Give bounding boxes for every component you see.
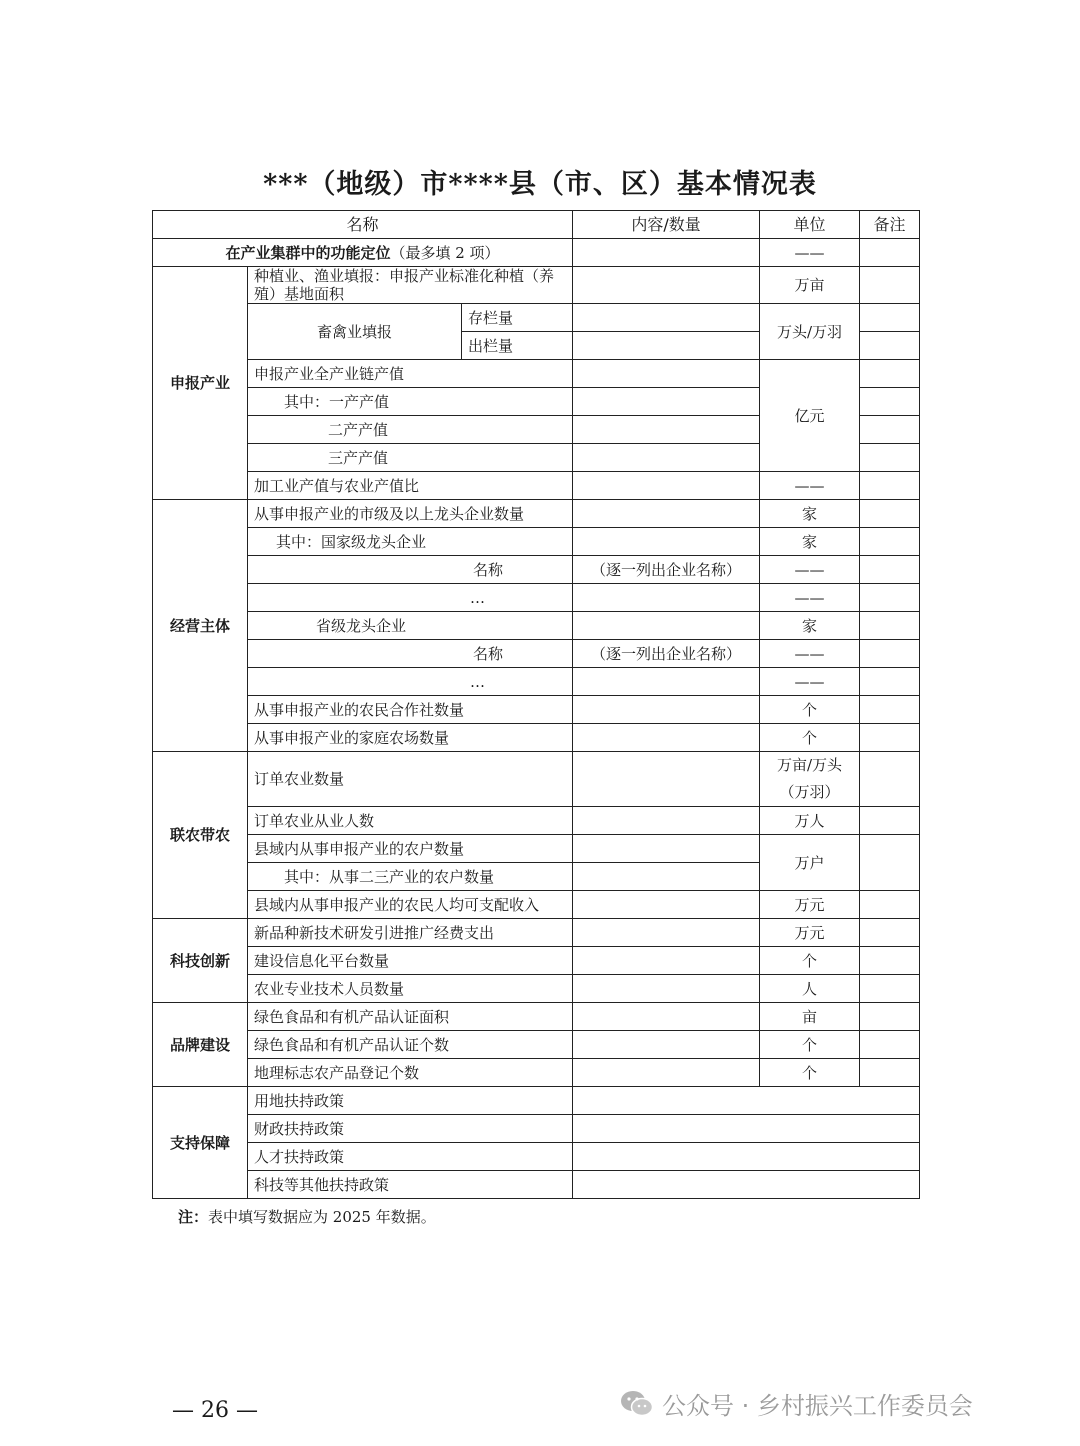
table-row — [153, 640, 920, 668]
section-label: 联农带农 — [153, 752, 248, 919]
remark-cell[interactable] — [860, 668, 920, 696]
content-cell[interactable]: （逐一列出企业名称） — [573, 556, 760, 584]
table-row — [153, 975, 920, 1003]
content-cell[interactable] — [573, 1143, 920, 1171]
remark-cell[interactable] — [860, 472, 920, 500]
table-row — [153, 1031, 920, 1059]
table-row — [153, 1059, 920, 1087]
header-remark: 备注 — [860, 211, 920, 239]
row-name: 用地扶持政策 — [248, 1087, 573, 1115]
content-cell[interactable] — [573, 332, 760, 360]
content-cell[interactable] — [573, 1115, 920, 1143]
row-name: 种植业、渔业填报：申报产业标准化种植（养殖）基地面积 — [248, 267, 573, 304]
unit-cell: —— — [760, 668, 860, 696]
remark-cell[interactable] — [860, 1031, 920, 1059]
table-row — [153, 1143, 920, 1171]
content-cell[interactable] — [573, 472, 760, 500]
remark-cell[interactable] — [860, 612, 920, 640]
remark-cell[interactable] — [860, 528, 920, 556]
content-cell[interactable] — [573, 360, 760, 388]
footnote-label: 注： — [178, 1208, 209, 1226]
remark-cell[interactable] — [860, 752, 920, 807]
basic-info-table — [152, 210, 920, 1199]
remark-cell[interactable] — [860, 975, 920, 1003]
row-name: 县域内从事申报产业的农民人均可支配收入 — [248, 891, 573, 919]
remark-cell[interactable] — [860, 332, 920, 360]
remark-cell[interactable] — [860, 696, 920, 724]
table-row — [153, 556, 920, 584]
table-row — [153, 612, 920, 640]
section-label: 经营主体 — [153, 500, 248, 752]
remark-cell[interactable] — [860, 919, 920, 947]
content-cell[interactable] — [573, 975, 760, 1003]
unit-cell: —— — [760, 239, 860, 267]
remark-cell[interactable] — [860, 388, 920, 416]
watermark-text: 公众号 · 乡村振兴工作委员会 — [662, 1392, 973, 1420]
content-cell[interactable] — [573, 947, 760, 975]
row-name: 其中：国家级龙头企业 — [248, 528, 573, 556]
row-name: 畜禽业填报 — [248, 304, 462, 360]
content-cell[interactable] — [573, 388, 760, 416]
table-row — [153, 752, 920, 807]
unit-cell: 万亩 — [760, 267, 860, 304]
unit-cell: —— — [760, 584, 860, 612]
table-row — [153, 668, 920, 696]
content-cell[interactable] — [573, 919, 760, 947]
content-cell[interactable] — [573, 696, 760, 724]
positioning-label: 在产业集群中的功能定位 — [225, 243, 391, 262]
unit-cell: 万头/万羽 — [760, 304, 860, 360]
header-name: 名称 — [153, 211, 573, 239]
unit-cell: —— — [760, 640, 860, 668]
content-cell[interactable] — [573, 584, 760, 612]
section-label: 申报产业 — [153, 267, 248, 500]
row-subname: 存栏量 — [462, 304, 573, 332]
page-title: ***（地级）市****县（市、区）基本情况表 — [263, 169, 817, 200]
row-name: 订单农业数量 — [248, 752, 573, 807]
table-row — [153, 528, 920, 556]
row-name: 名称 — [248, 640, 573, 668]
remark-cell[interactable] — [860, 891, 920, 919]
content-cell[interactable] — [573, 612, 760, 640]
content-cell[interactable] — [573, 724, 760, 752]
row-name: 新品种新技术研发引进推广经费支出 — [248, 919, 573, 947]
remark-cell[interactable] — [860, 444, 920, 472]
table-row — [153, 584, 920, 612]
header-unit: 单位 — [760, 211, 860, 239]
table-row — [153, 947, 920, 975]
remark-cell[interactable] — [860, 947, 920, 975]
header-content: 内容/数量 — [573, 211, 760, 239]
row-name: … — [248, 668, 573, 696]
content-cell[interactable] — [573, 239, 760, 267]
content-cell[interactable] — [573, 1087, 920, 1115]
unit-cell: 个 — [760, 947, 860, 975]
table-row — [153, 835, 920, 863]
remark-cell[interactable] — [860, 304, 920, 332]
row-subname: 出栏量 — [462, 332, 573, 360]
row-name: 其中：一产产值 — [248, 388, 573, 416]
content-cell[interactable]: （逐一列出企业名称） — [573, 640, 760, 668]
watermark — [620, 1386, 973, 1421]
table-row — [153, 360, 920, 388]
content-cell[interactable] — [573, 1003, 760, 1031]
content-cell[interactable] — [573, 1059, 760, 1087]
row-name: 订单农业从业人数 — [248, 807, 573, 835]
table-row — [153, 239, 920, 267]
remark-cell[interactable] — [860, 640, 920, 668]
unit-cell: 亩 — [760, 1003, 860, 1031]
unit-cell: 万户 — [760, 835, 860, 891]
section-label: 支持保障 — [153, 1087, 248, 1199]
footnote-text: 表中填写数据应为 2025 年数据。 — [208, 1208, 436, 1226]
row-name: 从事申报产业的市级及以上龙头企业数量 — [248, 500, 573, 528]
table-row — [153, 267, 920, 304]
table-row — [153, 1003, 920, 1031]
content-cell[interactable] — [573, 807, 760, 835]
table-row — [153, 919, 920, 947]
unit-cell: 万元 — [760, 891, 860, 919]
content-cell[interactable] — [573, 444, 760, 472]
table-header-row — [153, 211, 920, 239]
unit-cell: —— — [760, 472, 860, 500]
unit-cell: 个 — [760, 696, 860, 724]
content-cell[interactable] — [573, 863, 760, 891]
positioning-hint: （最多填 2 项） — [390, 243, 500, 262]
remark-cell[interactable] — [860, 724, 920, 752]
remark-cell[interactable] — [860, 500, 920, 528]
table-row — [153, 500, 920, 528]
table-row — [153, 696, 920, 724]
row-name: 财政扶持政策 — [248, 1115, 573, 1143]
remark-cell[interactable] — [860, 807, 920, 835]
row-name: 农业专业技术人员数量 — [248, 975, 573, 1003]
row-name: … — [248, 584, 573, 612]
wechat-icon — [620, 1389, 654, 1419]
unit-cell: 亿元 — [760, 360, 860, 472]
content-cell[interactable] — [573, 891, 760, 919]
remark-cell[interactable] — [860, 1059, 920, 1087]
remark-cell[interactable] — [860, 239, 920, 267]
remark-cell[interactable] — [860, 1003, 920, 1031]
content-cell[interactable] — [573, 500, 760, 528]
row-name: 从事申报产业的农民合作社数量 — [248, 696, 573, 724]
remark-cell[interactable] — [860, 267, 920, 304]
table-row — [153, 472, 920, 500]
footnote — [178, 1206, 436, 1227]
page-number: — 26 — — [172, 1398, 258, 1423]
section-label: 品牌建设 — [153, 1003, 248, 1087]
row-name: 名称 — [248, 556, 573, 584]
unit-cell: 家 — [760, 500, 860, 528]
table-row — [153, 304, 920, 332]
row-name: 科技等其他扶持政策 — [248, 1171, 573, 1199]
unit-cell: 个 — [760, 1059, 860, 1087]
content-cell[interactable] — [573, 1171, 920, 1199]
remark-cell[interactable] — [860, 416, 920, 444]
row-name: 申报产业全产业链产值 — [248, 360, 573, 388]
remark-cell[interactable] — [860, 556, 920, 584]
row-name: 三产产值 — [248, 444, 573, 472]
remark-cell[interactable] — [860, 360, 920, 388]
remark-cell[interactable] — [860, 835, 920, 891]
row-name: 地理标志农产品登记个数 — [248, 1059, 573, 1087]
row-name: 绿色食品和有机产品认证个数 — [248, 1031, 573, 1059]
content-cell[interactable] — [573, 752, 760, 807]
unit-cell: 人 — [760, 975, 860, 1003]
row-name: 人才扶持政策 — [248, 1143, 573, 1171]
row-name: 省级龙头企业 — [248, 612, 573, 640]
content-cell[interactable] — [573, 304, 760, 332]
content-cell[interactable] — [573, 668, 760, 696]
positioning-cell — [153, 239, 573, 267]
section-label: 科技创新 — [153, 919, 248, 1003]
content-cell[interactable] — [573, 528, 760, 556]
unit-cell: 家 — [760, 528, 860, 556]
remark-cell[interactable] — [860, 584, 920, 612]
table-row — [153, 1171, 920, 1199]
content-cell[interactable] — [573, 416, 760, 444]
content-cell[interactable] — [573, 267, 760, 304]
row-name: 其中：从事二三产业的农户数量 — [248, 863, 573, 891]
unit-cell: —— — [760, 556, 860, 584]
unit-cell: 万人 — [760, 807, 860, 835]
unit-cell: 个 — [760, 1031, 860, 1059]
row-name: 加工业产值与农业产值比 — [248, 472, 573, 500]
table-row — [153, 724, 920, 752]
table-row — [153, 1087, 920, 1115]
row-name: 绿色食品和有机产品认证面积 — [248, 1003, 573, 1031]
table-row — [153, 1115, 920, 1143]
content-cell[interactable] — [573, 835, 760, 863]
row-name: 二产产值 — [248, 416, 573, 444]
unit-cell: 万元 — [760, 919, 860, 947]
unit-cell: 个 — [760, 724, 860, 752]
unit-cell: 万亩/万头（万羽） — [760, 752, 860, 807]
unit-cell: 家 — [760, 612, 860, 640]
table-row — [153, 807, 920, 835]
row-name: 从事申报产业的家庭农场数量 — [248, 724, 573, 752]
table-row — [153, 891, 920, 919]
row-name: 县域内从事申报产业的农户数量 — [248, 835, 573, 863]
content-cell[interactable] — [573, 1031, 760, 1059]
row-name: 建设信息化平台数量 — [248, 947, 573, 975]
